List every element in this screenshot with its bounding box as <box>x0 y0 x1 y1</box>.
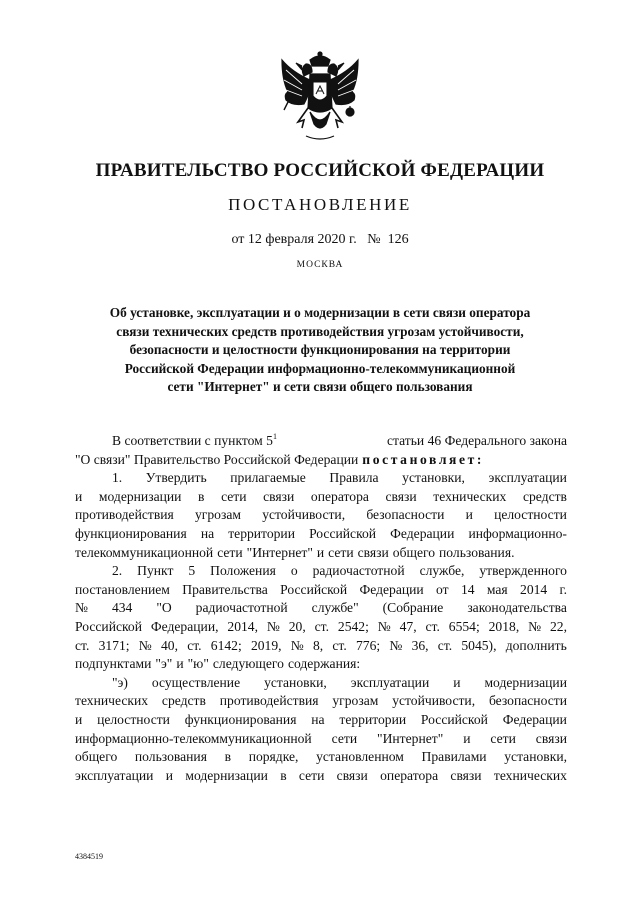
body-line <box>75 692 567 711</box>
coat-of-arms-emblem-icon <box>274 50 366 144</box>
body-word: ст. <box>332 637 347 653</box>
body-word: установки, <box>402 470 465 486</box>
city-name: МОСКВА <box>296 260 344 270</box>
body-word: мая <box>486 581 508 597</box>
body-word: связи <box>385 488 417 504</box>
body-lines-container <box>75 469 567 785</box>
body-word: прилагаемые <box>230 470 306 486</box>
body-word: ст. <box>314 618 329 634</box>
body-word: средств <box>522 488 567 504</box>
body-word: технических <box>433 488 507 504</box>
body-word: "Интернет" <box>377 730 444 746</box>
body-word: информационно-телекоммуникационной <box>75 730 312 746</box>
document-code: 4384519 <box>75 852 103 861</box>
body-word: законодательства <box>467 600 567 616</box>
body-word: 20, <box>288 618 306 634</box>
body-word: связи <box>357 544 389 560</box>
body-word: модернизации <box>185 767 268 783</box>
body-line <box>75 488 567 507</box>
body-word: 36, <box>411 637 429 653</box>
body-word: № <box>377 618 391 634</box>
body-word: Российской <box>75 618 142 634</box>
body-word: Правительства <box>182 581 268 597</box>
body-word: территории <box>228 525 295 541</box>
body-word: оператора <box>380 767 439 783</box>
body-word: 776; <box>355 637 381 653</box>
body-word: эксплуатации <box>350 674 430 690</box>
body-line <box>75 469 567 488</box>
body-word: Федерации <box>502 711 567 727</box>
body-word: сети <box>331 730 358 746</box>
body-word: функционирования <box>75 525 187 541</box>
body-word: 6554; <box>448 618 480 634</box>
body-word: угрозам <box>195 507 241 523</box>
body-word: противодействия <box>75 507 174 523</box>
body-word: 8, <box>312 637 324 653</box>
body-word: (Собрание <box>382 600 444 616</box>
body-word: установленном <box>316 749 404 765</box>
body-word: связи <box>336 767 368 783</box>
body-word: 14 <box>460 581 475 597</box>
decree-type-heading: ПОСТАНОВЛЕНИЕ <box>228 195 412 214</box>
body-word: 2014, <box>227 618 258 634</box>
body-word: постановлением <box>75 581 170 597</box>
body-word: установки, <box>264 674 327 690</box>
body-word: 6142; <box>210 637 242 653</box>
body-word: безопасности <box>488 693 567 709</box>
body-word: службе, <box>419 563 465 579</box>
body-word: сети <box>328 544 354 560</box>
body-word: технических <box>493 767 567 783</box>
body-word: 434 <box>111 600 133 616</box>
body-word: 2542; <box>337 618 369 634</box>
body-word: № <box>389 637 403 653</box>
body-word: содержания: <box>287 656 361 672</box>
body-word: и <box>453 674 461 690</box>
preamble-start: В соответствии с пунктом 5$^1$ <box>112 432 277 448</box>
body-line <box>75 506 567 525</box>
body-line <box>75 674 567 693</box>
decrees-word: постановляет: <box>362 451 485 467</box>
body-word: 22, <box>549 618 567 634</box>
title-line: безопасности и целостности функционирования на территории <box>129 342 511 357</box>
body-word: "э" <box>155 656 173 672</box>
title-line: сети "Интернет" и сети связи общего пользования <box>167 379 473 394</box>
body-word: Правила <box>329 470 379 486</box>
body-word: "э) <box>112 674 128 690</box>
body-word: связи <box>450 767 482 783</box>
body-word: от <box>436 581 449 597</box>
body-word: противодействия <box>219 693 319 709</box>
number-sign: № <box>367 232 381 247</box>
body-word: "ю" <box>187 656 209 672</box>
document-body <box>75 432 567 785</box>
body-word: о <box>290 563 298 579</box>
body-word: ст. <box>437 637 453 653</box>
body-word: ст. <box>187 637 202 653</box>
body-word: эксплуатации <box>488 470 567 486</box>
body-line <box>75 525 567 544</box>
body-line <box>75 432 567 451</box>
body-word: сети <box>221 488 247 504</box>
title-line: Об установке, эксплуатации и о модернизации в сети связи оператора <box>109 305 531 320</box>
body-word: целостности <box>97 711 170 727</box>
body-word: 2014 <box>520 581 548 597</box>
body-word: и <box>176 656 184 672</box>
body-word: осуществление <box>151 674 241 690</box>
body-word: средств <box>161 693 206 709</box>
body-word: Пункт <box>137 563 174 579</box>
body-word: 47, <box>399 618 417 634</box>
preamble-line-2: "О связи" Правительство Российской Федерации <box>75 451 359 467</box>
body-word: целостности <box>494 507 567 523</box>
body-word: Федерации <box>359 581 424 597</box>
body-word: и <box>463 730 471 746</box>
footnote-marker: 1 <box>272 432 277 441</box>
body-word: 5 <box>188 563 196 579</box>
body-word: пользования <box>134 749 207 765</box>
title-line: связи технических средств противодействия угрозам устойчивости, <box>116 323 524 339</box>
body-word: устойчивости, <box>262 507 346 523</box>
body-word: информационно- <box>468 525 567 541</box>
body-word: и <box>75 488 83 504</box>
body-word: № <box>75 600 88 616</box>
body-word: модернизации <box>98 488 182 504</box>
title-line: Российской Федерации информационно-телекоммуникационной <box>124 360 516 376</box>
body-word: радиочастотной <box>312 563 405 579</box>
decree-date-number <box>0 232 640 248</box>
body-word: Российской <box>309 525 377 541</box>
body-word: порядке, <box>248 749 299 765</box>
body-word: на <box>200 525 215 541</box>
body-line <box>75 599 567 618</box>
body-line <box>75 562 567 581</box>
body-word: телекоммуникационной <box>75 544 214 560</box>
body-word: и <box>316 544 325 560</box>
body-word: и <box>165 767 174 783</box>
body-word: 40, <box>160 637 178 653</box>
body-word: Утвердить <box>145 470 207 486</box>
body-word: общего <box>75 749 118 765</box>
body-word: Правилами <box>421 749 487 765</box>
body-word: связи <box>535 730 567 746</box>
body-line <box>75 767 567 786</box>
body-line <box>75 618 567 637</box>
body-word: сети <box>217 544 243 560</box>
body-word: Федерации, <box>150 618 219 634</box>
body-word: "Интернет" <box>246 544 313 560</box>
body-word: в <box>280 767 287 783</box>
body-word: в <box>198 488 205 504</box>
body-word: 1. <box>112 470 123 486</box>
body-word: связи <box>263 488 295 504</box>
body-word: дополнить <box>505 637 567 653</box>
body-line <box>75 655 567 674</box>
body-word: радиочастотной <box>195 600 288 616</box>
body-word: модернизации <box>484 674 567 690</box>
body-word: безопасности <box>366 507 445 523</box>
body-word: и <box>75 711 83 727</box>
body-line <box>75 581 567 600</box>
body-word: подпунктами <box>75 656 152 672</box>
body-word: утвержденного <box>479 563 567 579</box>
decree-number: 126 <box>387 232 409 247</box>
body-word: функционирования <box>184 711 297 727</box>
body-word: эксплуатации <box>75 767 154 783</box>
body-word: № <box>528 618 542 634</box>
body-word: 2019, <box>250 637 282 653</box>
body-word: общего <box>392 544 436 560</box>
body-line <box>75 637 567 656</box>
body-line <box>75 730 567 749</box>
body-word: 5045), <box>461 637 497 653</box>
body-word: сети <box>298 767 325 783</box>
body-word: 3171; <box>98 637 130 653</box>
body-word: № <box>266 618 280 634</box>
body-word: Федерации <box>390 525 455 541</box>
body-word: 2018, <box>488 618 520 634</box>
body-word: № <box>138 637 152 653</box>
government-title: ПРАВИТЕЛЬСТВО РОССИЙСКОЙ ФЕДЕРАЦИИ <box>95 160 545 181</box>
body-word: на <box>311 711 325 727</box>
body-word: оператора <box>310 488 369 504</box>
body-word: 2. <box>112 563 123 579</box>
body-word: следующего <box>212 656 284 672</box>
body-word: г. <box>559 581 567 597</box>
body-line <box>75 544 567 563</box>
body-word: сети <box>490 730 516 746</box>
body-line <box>75 748 567 767</box>
body-word: и <box>465 507 473 523</box>
body-word: Российской <box>280 581 348 597</box>
body-word: в <box>224 749 232 765</box>
body-word: пользования. <box>439 544 515 560</box>
body-word: технических <box>75 693 149 709</box>
body-word: Российской <box>420 711 488 727</box>
body-word: ст. <box>75 637 90 653</box>
body-word: устойчивости, <box>392 693 476 709</box>
body-word: ст. <box>425 618 440 634</box>
body-word: службе" <box>311 600 359 616</box>
body-word: угрозам <box>332 693 379 709</box>
document-title <box>70 304 570 397</box>
decree-date: от 12 февраля 2020 г. <box>231 232 357 247</box>
body-line <box>75 711 567 730</box>
body-word: "О <box>156 600 172 616</box>
body-word: установки, <box>504 749 567 765</box>
body-word: Положения <box>210 563 276 579</box>
preamble-end: статьи 46 Федерального закона <box>386 433 567 448</box>
body-word: № <box>290 637 304 653</box>
body-word: территории <box>339 711 407 727</box>
body-line <box>75 451 567 470</box>
